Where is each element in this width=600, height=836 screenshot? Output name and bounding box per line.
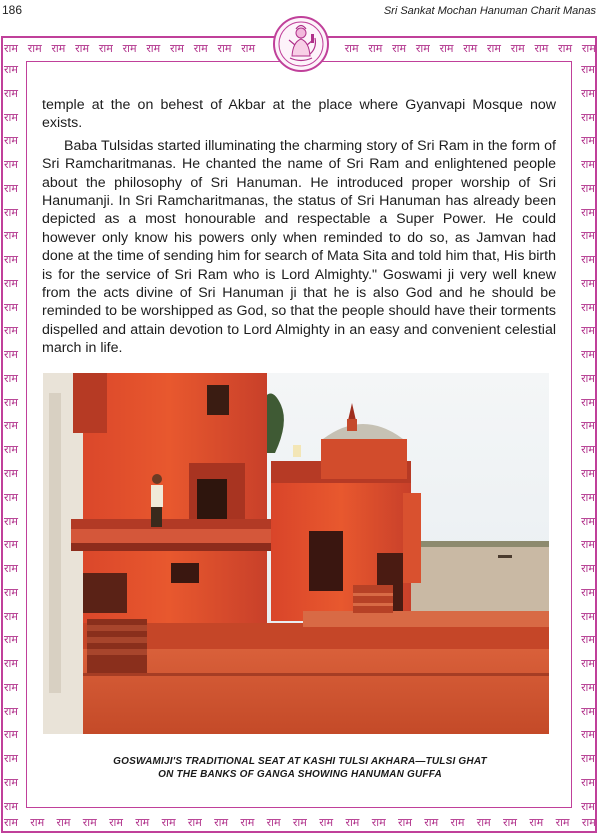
border-word: राम: [581, 799, 595, 813]
border-word: राम: [4, 752, 18, 766]
border-word: राम: [75, 42, 90, 55]
border-word: राम: [4, 63, 18, 76]
border-word: राम: [241, 42, 256, 55]
border-word: राम: [581, 395, 595, 409]
border-word: राम: [4, 585, 18, 599]
border-word: राम: [4, 609, 18, 623]
border-word: राम: [56, 816, 71, 829]
border-word: राम: [4, 181, 18, 195]
border-word: राम: [581, 633, 595, 647]
border-word: राम: [581, 371, 595, 385]
border-word: राम: [214, 816, 229, 829]
border-word: राम: [4, 443, 18, 457]
border-word: राम: [4, 419, 18, 433]
border-word: राम: [4, 110, 18, 124]
page-number: 186: [2, 3, 23, 17]
border-word: राम: [581, 276, 595, 290]
border-word: राम: [534, 42, 549, 55]
border-word: राम: [4, 134, 18, 148]
border-word: राम: [4, 816, 18, 829]
border-word: राम: [292, 816, 307, 829]
tulsi-ghat-photo-graphic: [43, 373, 549, 734]
border-word: राम: [4, 42, 18, 55]
border-word: राम: [4, 799, 18, 813]
border-word: राम: [463, 42, 478, 55]
border-word: राम: [397, 816, 412, 829]
border-word: राम: [581, 324, 595, 338]
border-word: राम: [581, 134, 595, 148]
border-left: [4, 62, 18, 814]
border-word: राम: [4, 775, 18, 789]
border-word: राम: [4, 514, 18, 528]
border-word: राम: [581, 300, 595, 314]
border-word: राम: [319, 816, 334, 829]
border-word: राम: [581, 585, 595, 599]
body-text: [42, 96, 556, 358]
border-word: राम: [581, 657, 595, 671]
border-word: राम: [558, 42, 573, 55]
border-word: राम: [345, 816, 360, 829]
border-word: राम: [4, 348, 18, 362]
border-word: राम: [4, 704, 18, 718]
border-word: राम: [581, 680, 595, 694]
border-word: राम: [503, 816, 517, 829]
border-word: राम: [4, 205, 18, 219]
border-word: राम: [581, 467, 595, 481]
border-word: राम: [4, 538, 18, 552]
border-word: राम: [529, 816, 544, 829]
border-word: राम: [187, 816, 202, 829]
border-word: राम: [439, 42, 454, 55]
border-word: राम: [4, 657, 18, 671]
border-word: राम: [371, 816, 386, 829]
border-right: [581, 62, 595, 814]
border-word: राम: [368, 42, 383, 55]
border-word: राम: [240, 816, 255, 829]
border-word: राम: [450, 816, 465, 829]
border-word: राम: [135, 816, 150, 829]
border-word: राम: [581, 775, 595, 789]
border-word: राम: [30, 816, 45, 829]
border-word: राम: [4, 300, 18, 314]
border-word: राम: [581, 229, 595, 243]
border-word: राम: [581, 205, 595, 219]
border-word: राम: [581, 158, 595, 172]
border-word: राम: [344, 42, 359, 55]
border-word: राम: [581, 63, 595, 76]
border-word: राम: [161, 816, 176, 829]
running-title: Sri Sankat Mochan Hanuman Charit Manas: [383, 5, 596, 17]
border-word: राम: [424, 816, 439, 829]
caption-line: GOSWAMIJI'S TRADITIONAL SEAT AT KASHI TULSI AKHARA—TULSI GHAT: [113, 756, 487, 767]
hanuman-medallion-icon: [273, 16, 329, 72]
border-word: राम: [581, 419, 595, 433]
caption-line: ON THE BANKS OF GANGA SHOWING HANUMAN GUFFA: [158, 769, 442, 780]
border-word: राम: [487, 42, 501, 55]
border-word: राम: [4, 490, 18, 504]
border-word: राम: [266, 816, 281, 829]
border-word: राम: [476, 816, 491, 829]
border-word: राम: [4, 276, 18, 290]
border-word: राम: [122, 42, 137, 55]
border-word: राम: [4, 728, 18, 742]
border-word: राम: [581, 86, 595, 100]
border-word: राम: [4, 467, 18, 481]
border-word: राम: [415, 42, 430, 55]
border-word: राम: [555, 816, 570, 829]
border-word: राम: [581, 253, 595, 267]
border-word: राम: [581, 728, 595, 742]
tulsi-ghat-photo: [43, 373, 549, 734]
border-word: राम: [51, 42, 66, 55]
border-word: राम: [581, 490, 595, 504]
border-word: राम: [581, 42, 596, 55]
border-word: राम: [581, 704, 595, 718]
border-word: राम: [4, 229, 18, 243]
border-word: राम: [4, 562, 18, 576]
border-word: राम: [510, 42, 525, 55]
border-word: राम: [109, 816, 123, 829]
border-word: राम: [146, 42, 161, 55]
border-word: राम: [4, 371, 18, 385]
border-word: राम: [98, 42, 113, 55]
border-word: राम: [581, 816, 596, 829]
border-word: राम: [581, 110, 595, 124]
border-word: राम: [581, 562, 595, 576]
border-word: राम: [4, 395, 18, 409]
border-word: राम: [4, 253, 18, 267]
border-word: राम: [4, 158, 18, 172]
border-word: राम: [4, 86, 18, 100]
border-word: राम: [217, 42, 232, 55]
border-word: राम: [392, 42, 407, 55]
border-word: राम: [581, 443, 595, 457]
border-word: राम: [4, 324, 18, 338]
border-word: राम: [581, 348, 595, 362]
photo-caption: [60, 755, 540, 781]
border-word: राम: [4, 633, 18, 647]
border-word: राम: [27, 42, 42, 55]
border-word: राम: [170, 42, 184, 55]
border-word: राम: [581, 752, 595, 766]
border-word: राम: [4, 680, 18, 694]
border-word: राम: [581, 538, 595, 552]
border-word: राम: [581, 181, 595, 195]
border-word: राम: [581, 514, 595, 528]
paragraph: temple at the on behest of Akbar at the place where Gyanvapi Mosque now exists.: [42, 97, 556, 132]
border-bottom: [4, 815, 596, 830]
border-word: राम: [82, 816, 97, 829]
border-word: राम: [581, 609, 595, 623]
paragraph: Baba Tulsidas started illuminating the charming story of Sri Ram in the form of Sri Ramcharitmanas. He chanted the name of Sri Ram and enlightened people about the philosophy of Sri Hanuman. He introduced proper worship of Sri Hanumanji. In Sri Ramcharitmanas, the status of Sri Hanuman has already been depicted as a most honourable and respectable a Super Power. He could however only know his powers only when reminded to do so, as Jamvan had done at the time of sending him for search of Mata Sita and told him that, His birth is for the service of Sri Ram who is Lord Almighty." Goswami ji very well knew from the acts divine of Sri Hanuman ji that he is also God and he should be reminded to be worshipped as God, so that the people should have their torments dispelled and attain devotion to Lord Almighty in an easy and convenient celestial march in life.: [42, 137, 556, 357]
border-word: राम: [193, 42, 208, 55]
